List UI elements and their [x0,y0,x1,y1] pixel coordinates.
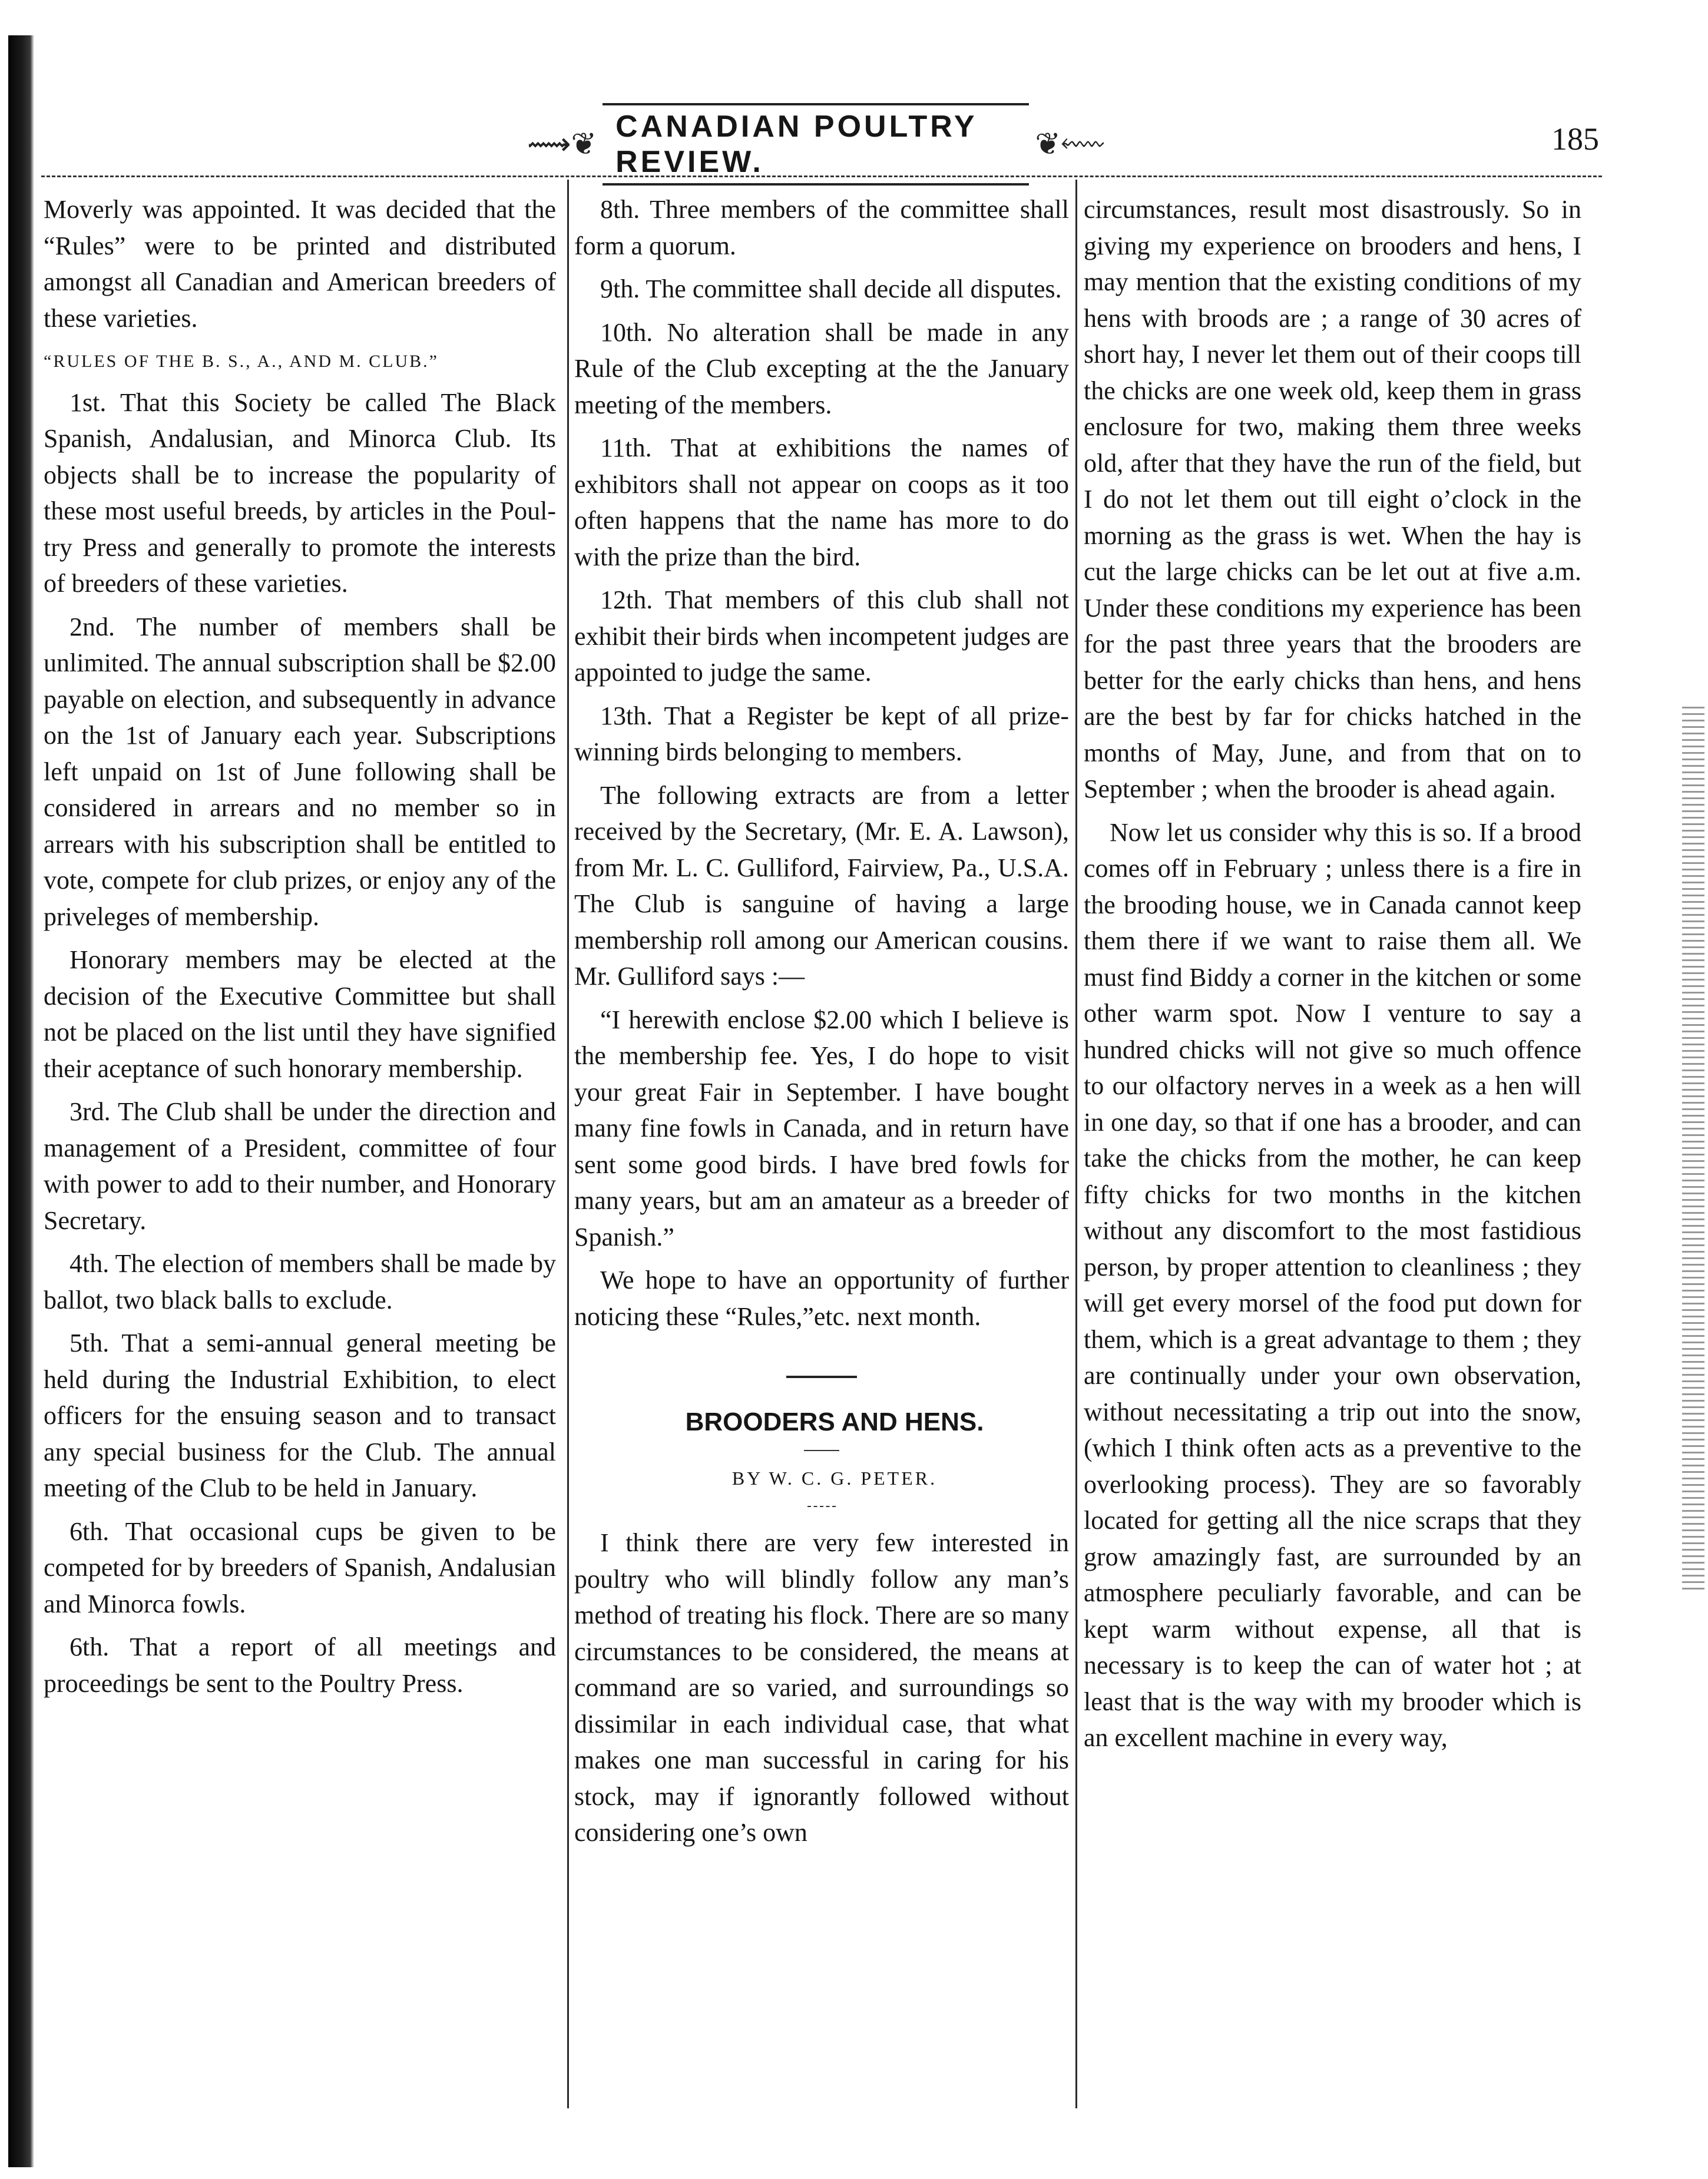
binding-edge [8,35,34,2167]
header-rule [41,175,1602,177]
masthead [527,110,1104,179]
paragraph: The following extracts are from a letter received by the Secretary, (Mr. E. A. Lawson), from Mr. L. C. Gulliford, Fairview, Pa., U.S.A. The Club is sanguine of having a large membership roll among our American cousins. Mr. Gulliford says :— [574,780,1069,991]
column-divider-2 [1075,180,1077,2108]
section-rule [786,1376,857,1378]
column-3 [1084,191,1581,2105]
article-byline: BY W. C. G. PETER. [731,1467,938,1489]
paragraph: 4th. The election of members shall be made by ballot, two black balls to exclude. [44,1249,556,1314]
paragraph: Honorary members may be elected at the decision of the Executive Committee but shall not be placed on the list until they have signified their aceptance of such honorary membership. [44,945,556,1083]
paragraph: Now let us consider why this is so. If a brood comes off in February ; unless there is a fire in the brooding house, we in Canada cannot keep them there if we want to raise them all. We must find Biddy a corner in the kitchen or some other warm spot. Now I venture to say a hundred chicks will not give so much offence to our olfactory nerves in a week as a hen will in one day, so that if one has a brooder, and can take the chicks from the mother, he can keep fifty chicks for two months in the kitchen without any discomfort to the most fastidious person, by proper attention to cleanliness ; they will get every morsel of the food put down for them, which is a great advantage to them ; they are continually under your own observation, without necessitating a trip out into the snow, (which I think often acts as a preventive to the overlooking process). They are so favorably located for getting all the nice scraps that they grow amazingly fast, are surrounded by an atmosphere peculiarly favorable, and can be kept warm without expense, all that is necessary is to keep the can of water hot ; at least that is the way with my brooder which is an excellent machine in every way, [1084,817,1581,1752]
paragraph: 5th. That a semi-annual general meeting be held during the Industrial Exhibition, to elect officers for the ensuing season and to transact any special business for the Club. The annual meeting of the Club to be held in January. [44,1329,556,1502]
paragraph: 3rd. The Club shall be under the direction and management of a President, committee of four with power to add to their number, and Honorary Secretary. [44,1097,556,1235]
paragraph: 10th. No alteration shall be made in any Rule of the Club excepting at the the January meeting of the members. [574,317,1069,419]
paragraph: “I herewith enclose $2.00 which I believe is the membership fee. Yes, I do hope to visit your great Fair in September. I have bought many fine fowls in Canada, and in return have sent some good birds. I have bred fowls for many years, but am an amateur as a breeder of Spanish.” [574,1005,1069,1251]
paragraph: Moverly was appointed. It was decided that the “Rules” were to be printed and distributed amongst all Canadian and American breeders of these varieties. [44,195,556,333]
paragraph: circumstances, result most disastrously. So in giving my experience on brooders and hens, I may mention that the existing conditions of my hens with broods are ; a range of 30 acres of short hay, I never let them out of their coops till the chicks are one week old, keep them in grass enclosure for two, making them three weeks old, after that they have the run of the field, but I do not let them out till eight o’clock in the morning as the grass is wet. When the hay is cut the large chicks can be let out at five a.m. Under these conditions my experience has been for the past three years that the brooders are better for the early chicks than hens, and hens are the best by far for chicks hatched in the months of May, June, and from that on to September ; when the brooder is ahead again. [1084,195,1581,803]
masthead-title: CANADIAN POULTRY REVIEW. [603,103,1029,186]
paragraph: 6th. That a report of all meetings and proceedings be sent to the Poultry Press. [44,1632,556,1698]
right-ornament-icon: ❦⬳ [1035,126,1104,162]
article-title: BROODERS AND HENS. [685,1408,984,1436]
byline-rule [807,1506,836,1507]
column-1 [44,191,556,2105]
paragraph: 8th. Three members of the committee shall form a quorum. [574,195,1069,260]
rules-heading: “RULES OF THE B. S., A., AND M. CLUB.” [44,352,439,371]
paragraph: 12th. That members of this club shall not exhibit their birds when incompetent judges are appointed to judge the same. [574,585,1069,687]
paragraph: 2nd. The number of members shall be unlimited. The annual subscription shall be $2.00 payable on election, and subsequently in advance on the 1st of January each year. Subscriptions left unpaid on 1st of June following shall be considered in arrears and no member so in arrears with his subscription shall be entitled to vote, compete for club prizes, or enjoy any of the priveleges of membership. [44,612,556,931]
scan-noise [1682,707,1704,1590]
paragraph: 6th. That occasional cups be given to be competed for by breeders of Spanish, Andalusian and Minorca fowls. [44,1516,556,1618]
column-divider-1 [567,180,569,2108]
left-ornament-icon: ⟿❦ [527,127,597,162]
paragraph: 13th. That a Register be kept of all prize-winning birds belonging to members. [574,701,1069,766]
paragraph: 1st. That this Society be called The Black Spanish, Andalusian, and Minorca Club. Its objects shall be to increase the popularity of these most useful breeds, by articles in the Poultry Press and generally to promote the interests of breeders of these varieties. [44,388,556,598]
paragraph: We hope to have an opportunity of further noticing these “Rules,”etc. next month. [574,1266,1069,1331]
paragraph: I think there are very few interested in poultry who will blindly follow any man’s method of treating his flock. There are so many circumstances to be considered, the means at command are so varied, and surroundings so dissimilar in each individual case, that what makes one man successful in caring for his stock, may if ignorantly followed without considering one’s own [574,1528,1069,1847]
paragraph: 9th. The committee shall decide all disputes. [600,274,1062,303]
column-2 [574,191,1069,2105]
title-rule [804,1450,839,1451]
page-number: 185 [1551,121,1599,157]
paragraph: 11th. That at exhibitions the names of exhibitors shall not appear on coops as it too often happens that the name has more to do with the prize than the bird. [574,433,1069,571]
